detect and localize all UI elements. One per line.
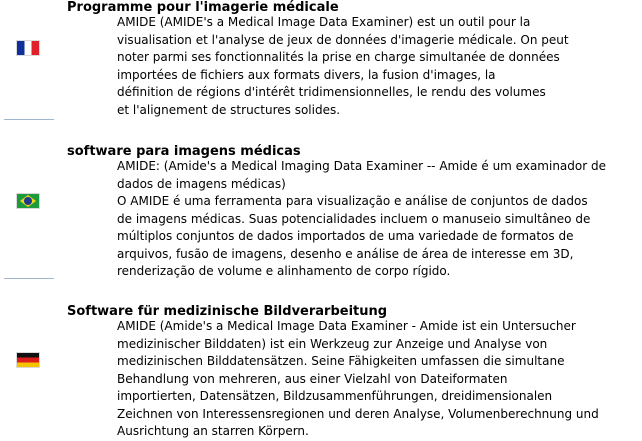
flag-globe bbox=[24, 197, 32, 205]
entry-description bbox=[117, 14, 642, 119]
description-line: AMIDE (AMIDE's a Medical Image Data Examiner) est un outil pour la bbox=[117, 15, 531, 29]
description-line: O AMIDE é uma ferramenta para visualização e análise de conjuntos de dados bbox=[117, 194, 588, 208]
description-line: múltiplos conjuntos de dados importados de uma variedade de formatos de bbox=[117, 229, 574, 243]
description-line: AMIDE: (Amide's a Medical Imaging Data Examiner -- Amide é um examinador de bbox=[117, 159, 606, 173]
description-line: Ausrichtung an starren Körpern. bbox=[117, 424, 309, 438]
entry-divider bbox=[4, 119, 54, 120]
entry-description bbox=[117, 318, 642, 441]
entry-divider bbox=[4, 278, 54, 279]
description-line: AMIDE (Amide's a Medical Image Data Examiner - Amide ist ein Untersucher bbox=[117, 319, 576, 333]
entry-title: Programme pour l'imagerie médicale bbox=[67, 0, 339, 15]
description-line: définition de régions d'intérêt tridimensionnelles, le rendu des volumes bbox=[117, 85, 546, 99]
description-line: de imagens médicas. Suas potencialidades incluem o manuseio simultâneo de bbox=[117, 211, 591, 226]
entry-description bbox=[117, 158, 642, 281]
description-line: noter parmi ses fonctionnalités la prise en charge simultanée de données bbox=[117, 50, 560, 64]
description-line: renderização de volume e alinhamento de corpo rígido. bbox=[117, 264, 451, 278]
description-line: medizinischer Bilddaten) ist ein Werkzeug zur Anzeige und Analyse von bbox=[117, 336, 548, 351]
description-line: arquivos, fusão de imagens, desenho e análise de área de interesse em 3D, bbox=[117, 246, 574, 261]
entry-title: software para imagens médicas bbox=[67, 144, 301, 159]
description-line: importées de fichiers aux formats divers, la fusion d'images, la bbox=[117, 67, 496, 82]
entry-title: Software für medizinische Bildverarbeitung bbox=[67, 304, 388, 319]
germany-flag-icon bbox=[17, 353, 39, 367]
description-line: importierten, Datensätzen, Bildzusammenführungen, dreidimensionalen bbox=[117, 389, 553, 403]
description-line: et l'alignement de structures solides. bbox=[117, 102, 341, 117]
description-line: visualisation et l'analyse de jeux de données d'imagerie médicale. On peut bbox=[117, 32, 569, 47]
france-flag-icon bbox=[17, 41, 39, 55]
description-line: Zeichnen von Interessensregionen und deren Analyse, Volumenberechnung und bbox=[117, 406, 599, 421]
description-line: dados de imagens médicas) bbox=[117, 176, 286, 191]
description-line: medizinischen Bilddatensätzen. Seine Fähigkeiten umfassen die simultane bbox=[117, 354, 565, 368]
description-line: Behandlung von mehreren, aus einer Vielzahl von Dateiformaten bbox=[117, 371, 508, 386]
brazil-flag-icon bbox=[17, 194, 39, 208]
